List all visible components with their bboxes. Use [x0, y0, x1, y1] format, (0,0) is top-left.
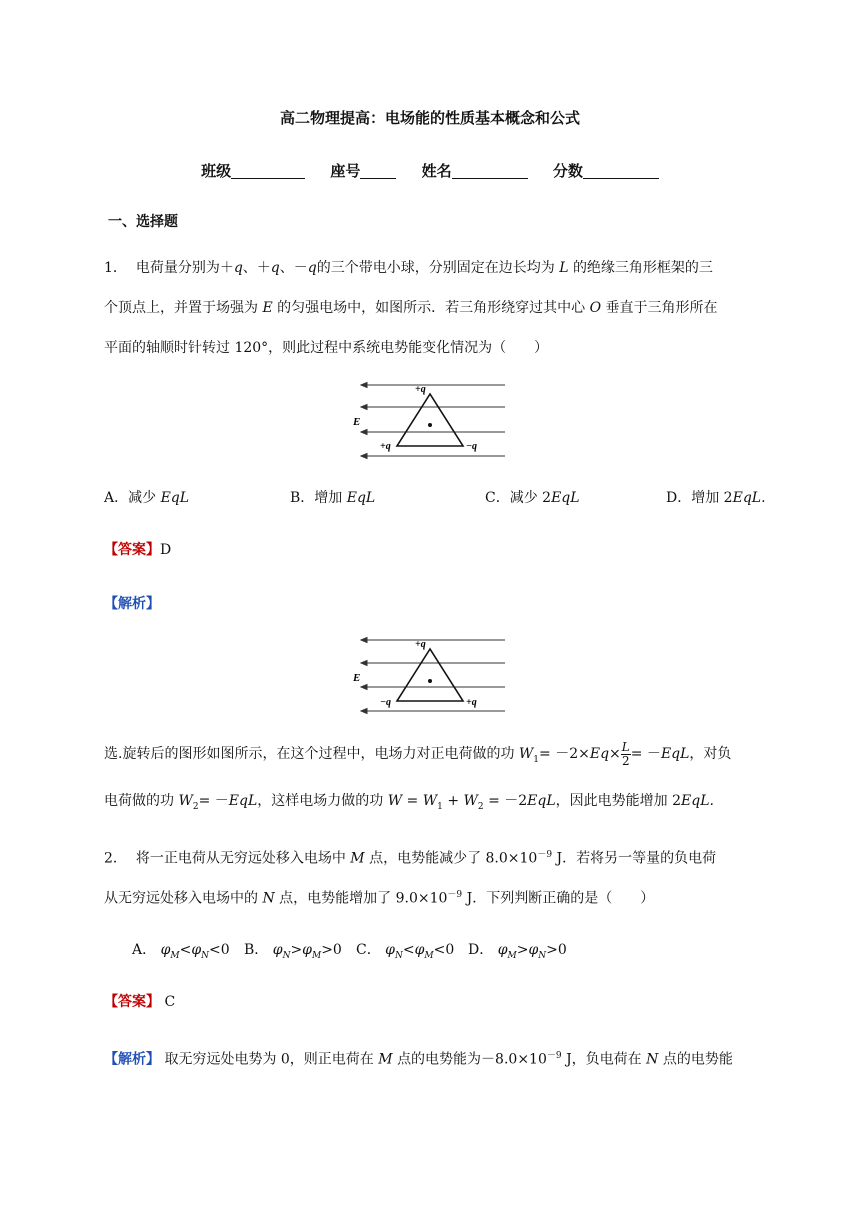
- q2-answer: 【答案】 C: [104, 994, 176, 1010]
- fig1-field-label: E: [353, 416, 361, 428]
- q2-line1: 2． 将一正电荷从无穷远处移入电场中 M 点，电势能减少了 $8.0\times 10^{-9}$ J．若将另一等量的负电荷: [104, 850, 717, 867]
- q1-line2: 个顶点上，并置于场强为 E 的匀强电场中，如图所示．若三角形绕穿过其中心 O 垂直于三角形所在: [104, 300, 718, 316]
- class-field[interactable]: 班级: [201, 162, 305, 180]
- q1-explanation-line2: 电荷做的功 $W_2= -EqL$，这样电场力做的功 $W = W_1 + W_2 = -2EqL$，因此电势能增加 2EqL.: [104, 793, 714, 812]
- q1-analysis-figure: [345, 633, 515, 725]
- q2-option-c[interactable]: C． $\varphi_N<\varphi_M<0$: [356, 942, 455, 961]
- q1-figure: [345, 378, 515, 470]
- name-field[interactable]: 姓名: [422, 162, 528, 180]
- score-field[interactable]: 分数: [553, 162, 659, 180]
- page-title: 高二物理提高：电场能的性质基本概念和公式: [279, 109, 580, 127]
- fig2-left-charge: −q: [380, 697, 392, 708]
- q1-line1: 1． 电荷量分别为＋q、＋q、－q的三个带电小球，分别固定在边长均为 L 的绝缘三角形框架的三: [104, 260, 713, 276]
- fig2-right-charge: +q: [466, 697, 477, 708]
- q1-option-b[interactable]: B．增加 EqL: [290, 490, 376, 506]
- q2-option-d[interactable]: D． $\varphi_M>\varphi_N>0$: [468, 942, 567, 961]
- q1-analysis-tag: 【解析】: [104, 596, 160, 612]
- q1-option-a[interactable]: A．减少 EqL: [104, 490, 190, 506]
- q2-option-a[interactable]: A． $\varphi_M<\varphi_N<0$: [132, 942, 230, 961]
- q2-line2: 从无穷远处移入电场中的 N 点，电势能增加了 $9.0\times 10^{-9}$ J．下列判断正确的是（ ）: [104, 890, 655, 907]
- q1-line3: 平面的轴顺时针转过 120°，则此过程中系统电势能变化情况为（ ）: [104, 340, 549, 356]
- q1-option-d[interactable]: D．增加 2EqL.: [666, 490, 766, 506]
- fig1-left-charge: +q: [380, 441, 391, 452]
- fraction-L-over-2: $\frac{L}{2}$: [621, 739, 630, 768]
- q1-answer: 【答案】D: [104, 542, 172, 558]
- fig2-top-charge: +q: [415, 639, 426, 650]
- fig1-right-charge: −q: [466, 441, 478, 452]
- q1-option-c[interactable]: C．减少 2EqL: [485, 490, 580, 506]
- student-info-line: [0, 160, 860, 181]
- fig1-top-charge: +q: [415, 384, 426, 395]
- q2-analysis: 【解析】 取无穷远处电势为 0，则正电荷在 M 点的电势能为$-8.0\times 10^{-9}$ J，负电荷在 N 点的电势能: [104, 1051, 733, 1068]
- section-heading: 一、选择题: [108, 214, 178, 230]
- q2-option-b[interactable]: B． $\varphi_N>\varphi_M>0$: [244, 942, 342, 961]
- seat-field[interactable]: 座号: [330, 162, 396, 180]
- fig2-field-label: E: [353, 672, 361, 684]
- q1-explanation-line1: 选.旋转后的图形如图所示，在这个过程中，电场力对正电荷做的功 $W_1= -2\times Eq\times$ $\frac{L}{2}$ = －EqL，对负: [104, 739, 732, 768]
